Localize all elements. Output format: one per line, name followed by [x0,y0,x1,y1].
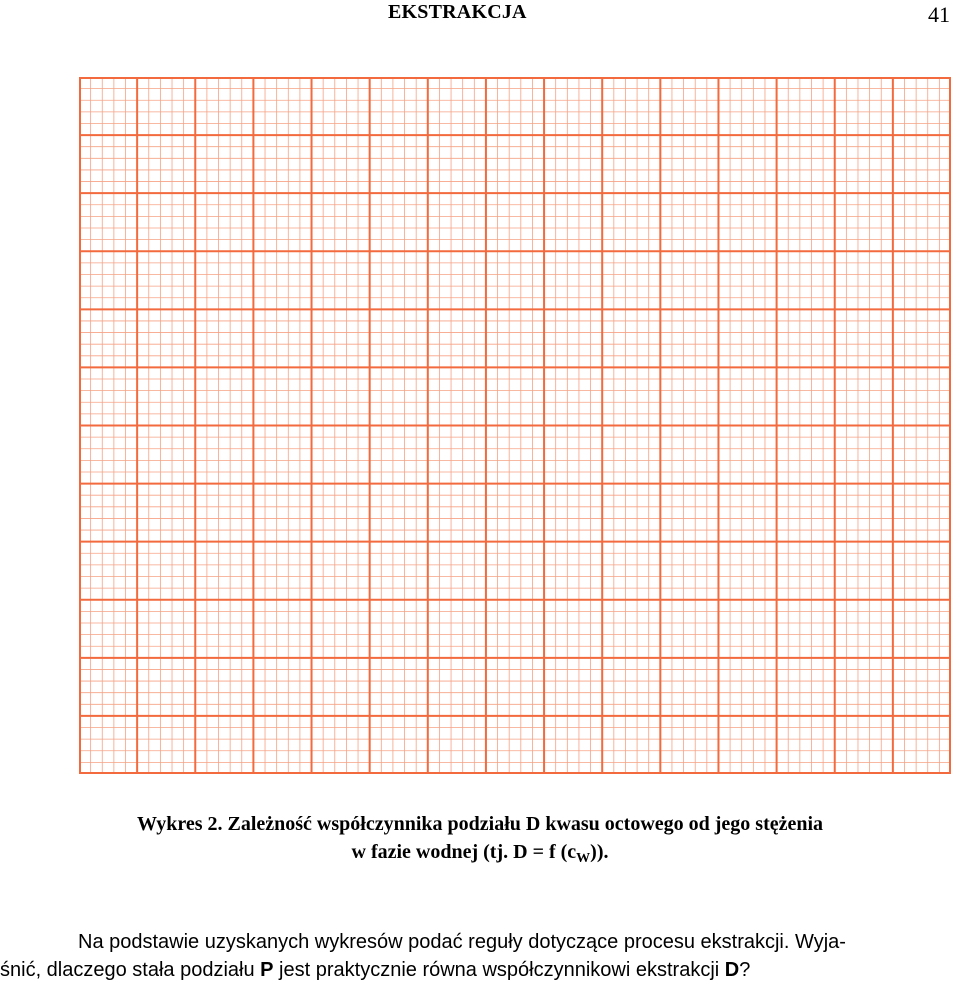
body-line-2-c: jest praktycznie równa współczynnikowi ekstrakcji [273,959,725,981]
body-line-2 [0,956,960,984]
body-line-1: Na podstawie uzyskanych wykresów podać reguły dotyczące procesu ekstrakcji. Wyja- [78,931,846,953]
caption-subscript: W [576,851,591,866]
graph-paper-grid [79,77,951,774]
graph-paper [79,77,951,774]
caption-line-1: Wykres 2. Zależność współczynnika podziału D kwasu octowego od jego stężenia [136,813,824,835]
running-header-title: EKSTRAKCJA [388,1,527,23]
body-symbol-p: P [260,959,274,981]
caption-line-2-suffix: )). [590,841,609,863]
figure-caption [0,810,960,869]
body-symbol-d: D [724,959,740,981]
body-line-2-a: śnić, dlaczego stała podziału [0,959,261,981]
body-line-2-e: ? [739,959,751,981]
body-paragraph [0,928,960,984]
caption-line-2-prefix: w fazie wodnej (tj. D = f (c [351,841,577,863]
page-number: 41 [928,2,950,27]
caption-line-2 [0,838,960,869]
